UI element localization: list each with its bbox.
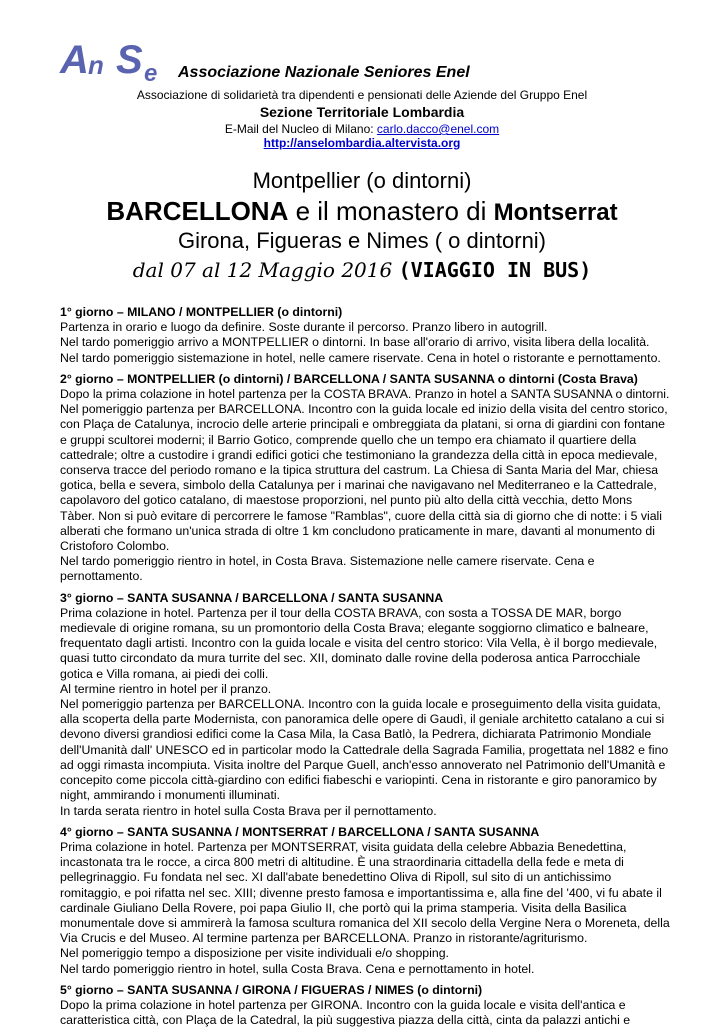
title-barcellona: BARCELLONA [106,196,289,226]
day-paragraph: Dopo la prima colazione in hotel partenza per la COSTA BRAVA. Pranzo in hotel a SANTA SUSANNA o dintorni. [60,387,670,402]
title-middle: e il monastero di [288,196,494,226]
day-paragraph: Partenza in orario e luogo da definire. Soste durante il percorso. Pranzo libero in autogrill. [60,320,548,335]
title-line-4 [0,258,724,283]
title-line-3: Girona, Figueras e Nimes ( o dintorni) [177,228,547,253]
day-paragraph: Al termine rientro in hotel per il pranzo. [60,681,272,696]
email-line [0,122,724,136]
trip-mode: (VIAGGIO IN BUS) [398,258,592,282]
day-2 [60,372,670,585]
website-link[interactable]: http://anselombardia.altervista.org [263,136,461,150]
day-title: 1° giorno – MILANO / MONTPELLIER (o dintorni) [60,305,343,319]
day-paragraph: Nel tardo pomeriggio sistemazione in hotel, nelle camere riservate. Cena in hotel o ristorante e pernottamento. [60,350,661,365]
trip-dates: dal 07 al 12 Maggio 2016 [132,258,399,282]
day-paragraph: Nel pomeriggio tempo a disposizione per visite individuali e/o shopping. [60,946,449,961]
itinerary [60,305,670,1034]
title-montserrat: Montserrat [493,199,618,226]
title-line-1: Montpellier (o dintorni) [252,168,472,193]
day-title: 4° giorno – SANTA SUSANNA / MONTSERRAT / BARCELLONA / SANTA SUSANNA [60,824,540,839]
section-name: Sezione Territoriale Lombardia [259,104,465,120]
website [0,136,724,150]
day-title: 5° giorno – SANTA SUSANNA / GIRONA / FIGUERAS / NIMES (o dintorni) [60,982,483,997]
day-paragraph: Nel tardo pomeriggio rientro in hotel, in Costa Brava. Sistemazione nelle camere riservate. Cena e pernottamento. [60,554,595,584]
day-paragraph: Nel tardo pomeriggio arrivo a MONTPELLIER o dintorni. In base all'orario di arrivo, visita libera della località. [60,335,650,350]
day-paragraph: In tarda serata rientro in hotel sulla Costa Brava per il pernottamento. [60,803,437,818]
day-paragraph: Prima colazione in hotel. Partenza per MONTSERRAT, visita guidata della celebre Abbazia Benedettina, incastonata tra le rocce, a circa 800 metri di altitudine. È una straordinaria cittadella della fede e meta di pellegrinaggio. Fu fondata nel sec. XI dall'abate benedettino Oliva di Ripoll, sul sito di un antichissimo romitaggio, e poi rifatta nel sec. XIII; divenne presto famosa e importantissima e, alla fine del '400, vi fu abate il cardinale Giuliano Della Rovere, poi papa Giulio II, che portò qui la prima stamperia. Visita della Basilica monumentale dove si ammirerà la famosa scultura romanica del XII secolo della Vergine Nera o Moreneta, della Via Crucis e del Museo. Al termine partenza per BARCELLONA. Pranzo in ristorante/agriturismo. [60,839,670,946]
day-1 [60,305,670,366]
title-line-2 [0,196,724,227]
day-paragraph: Nel pomeriggio partenza per BARCELLONA. Incontro con la guida locale ed inizio della visita del centro storico, con Plaça de Catalunya, incrocio delle arterie principali e ombreggiata da platani, si orna di giardini con fontane e gruppi scultorei moderni; il Barrio Gotico, comprende quello che un tempo era chiamato il quartiere della cattedrale; oltre a custodire i grandi edifici gotici che testimoniano la grandezza della città in epoca medievale, conserva tracce del periodo romano e la tipica struttura del castrum. La Chiesa di Santa Maria del Mar, chiesa gotica, bella e severa, simbolo della Catalunya per i marinai che navigavano nel Mediterraneo e la Cattedrale, capolavoro del gotico catalano, di maestose proporzioni, nel punto più alto della città vecchia, detto Mons Tàber. Non si può evitare di percorrere le famose "Ramblas", cuore della città sia di giorno che di notte: i 5 viali alberati che formano un'unica strada di oltre 1 km concludono praticamente in mare, davanti al monumento di Cristoforo Colombo. [60,402,668,554]
day-paragraph: Nel tardo pomeriggio rientro in hotel, sulla Costa Brava. Cena e pernottamento in hotel. [60,961,535,976]
day-paragraph: Dopo la prima colazione in hotel partenza per GIRONA. Incontro con la guida locale e visita dell'antica e caratteristica città, con Plaça de la Catedral, la più suggestiva piazza della città, cinta da palazzi antichi e [60,997,631,1028]
day-title: 3° giorno – SANTA SUSANNA / BARCELLONA / SANTA SUSANNA [60,590,444,605]
day-paragraph: Nel pomeriggio partenza per BARCELLONA. Incontro con la guida locale e proseguimento della visita guidata, alla scoperta della parte Modernista, con panoramica delle opere di Gaudì, il geniale architetto catalano a cui si devono diversi grandiosi edifici come la Casa Mila, la Casa Batlò, la Pedrera, dichiarata Patrimonio Mondiale dell'Umanità dall' UNESCO ed in particolar modo la Cattedrale della Sagrada Familia, progettata nel 1882 e fino ad oggi rimasta incompiuta. Visita inoltre del Parque Guell, anch'esso annoverato nel Patrimonio dell'Umanità e concepito come piccola città-giardino con edifici fiabeschi e variopinti. Cena in ristorante e giro panoramico by night, ammirando i monumenti illuminati. [60,697,669,803]
day-4 [60,825,670,977]
anse-logo: A n S e [60,38,158,87]
day-5 [60,983,670,1029]
day-title: 2° giorno – MONTPELLIER (o dintorni) / BARCELLONA / SANTA SUSANNA o dintorni (Costa Brava) [60,371,638,386]
day-paragraph: Prima colazione in hotel. Partenza per il tour della COSTA BRAVA, con sosta a TOSSA DE MAR, borgo medievale di origine romana, su un promontorio della Costa Brava; elegante soggiorno climatico e balneare, frequentato dagli artisti. Incontro con la guida locale e visita del centro storico: Vila Vella, è il borgo medievale, quasi tutto circondato da mura turrite del sec. XII, dominato dalle rovine della poderosa antica Parrocchiale gotica e Villa romana, ai piedi dei colli. [60,605,658,681]
association-title: Associazione Nazionale Seniores Enel [178,64,470,81]
association-subtitle: Associazione di solidarietà tra dipendenti e pensionati delle Aziende del Gruppo Enel [136,88,588,102]
email-label: E-Mail del Nucleo di Milano: [224,122,377,136]
email-link[interactable]: carlo.dacco@enel.com [376,122,500,136]
day-3 [60,591,670,819]
